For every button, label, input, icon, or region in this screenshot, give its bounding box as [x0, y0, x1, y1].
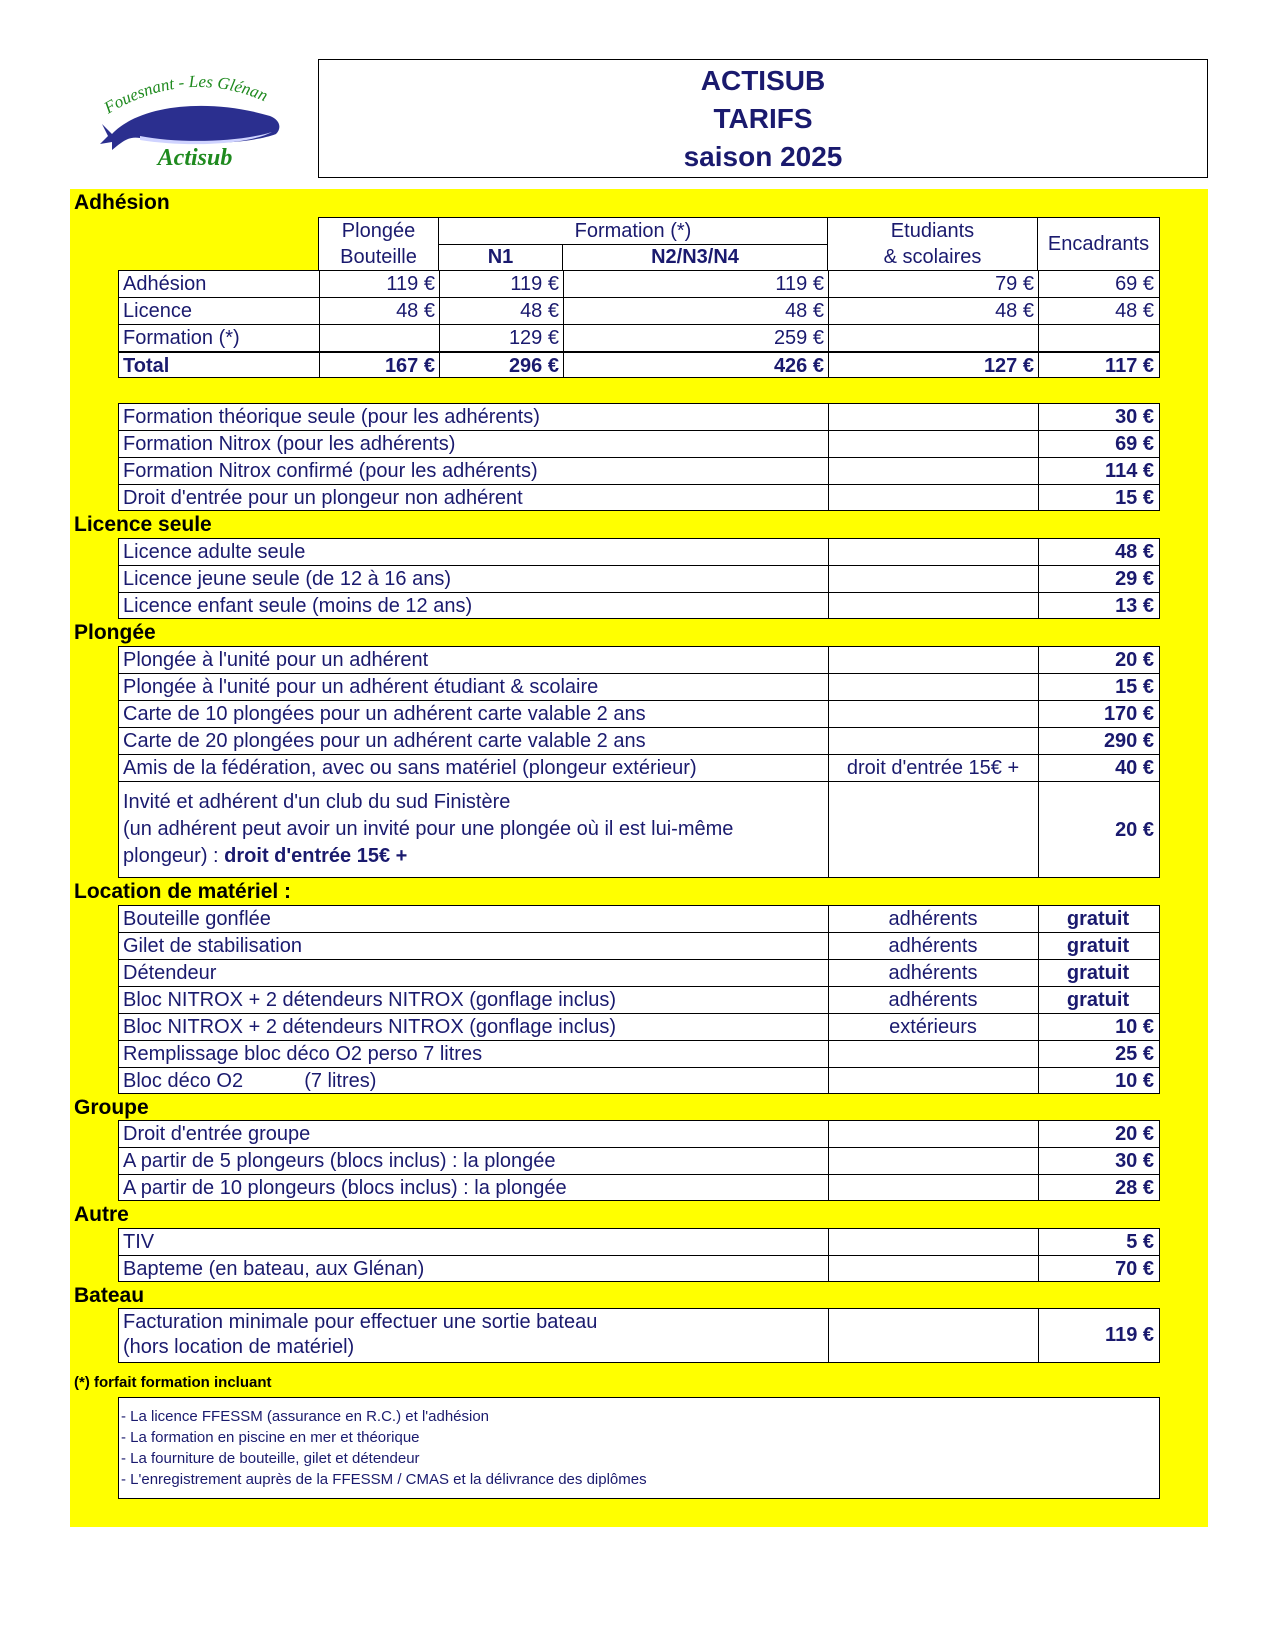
header-bouteille: Bouteille	[340, 246, 417, 268]
list-item: - La fourniture de bouteille, gilet et détendeur	[121, 1450, 420, 1467]
table-row: A partir de 10 plongeurs (blocs inclus) : la plongée 28 €	[123, 1177, 1154, 1199]
licence-table	[118, 538, 1160, 619]
list-item: - La licence FFESSM (assurance en R.C.) et l'adhésion	[121, 1408, 490, 1425]
table-row-total: Total 167 € 296 € 426 € 127 € 117 €	[119, 352, 1159, 378]
table-row: Bloc NITROX + 2 détendeurs NITROX (gonflage inclus) extérieurs 10 €	[119, 1014, 1159, 1041]
table-row: Formation Nitrox (pour les adhérents) 69 €	[119, 431, 1159, 458]
table-row: Formation théorique seule (pour les adhérents) 30 €	[119, 404, 1159, 431]
table-row: Licence jeune seule (de 12 à 16 ans) 29 €	[119, 566, 1159, 593]
table-row: Remplissage bloc déco O2 perso 7 litres 25 €	[119, 1041, 1159, 1068]
logo-text-top: Fouesnant - Les Glénan	[100, 71, 271, 118]
location-table	[118, 905, 1160, 1094]
section-plongee: Plongée	[74, 621, 156, 644]
logo-text-bottom: Actisub	[157, 145, 233, 171]
header-etudiants: Etudiants	[890, 220, 975, 242]
header-scolaires: & scolaires	[883, 246, 982, 268]
table-row: TIV 5 €	[119, 1229, 1159, 1256]
section-adhesion: Adhésion	[74, 191, 170, 214]
section-bateau: Bateau	[74, 1284, 145, 1307]
table-row: Plongée à l'unité pour un adhérent 20 €	[119, 647, 1159, 674]
title-line-3: saison 2025	[683, 141, 843, 172]
table-row: Détendeur adhérents gratuit	[119, 960, 1159, 987]
table-row: Formation (*) 129 € 259 €	[119, 325, 1159, 352]
table-row: Amis de la fédération, avec ou sans matériel (plongeur extérieur) droit d'entrée 15€ + 40 €	[119, 755, 1159, 782]
footnote: (*) forfait formation incluant	[74, 1374, 272, 1391]
table-row-invite: Invité et adhérent d'un club du sud Finistère (un adhérent peut avoir un invité pour une plongée où il est lui-même plongeur) : droit d'entrée 15€ + 20 €	[123, 791, 1154, 867]
table-row: Bapteme (en bateau, aux Glénan) 70 €	[123, 1258, 1154, 1280]
header-plongee: Plongée	[341, 220, 416, 242]
formations-table	[118, 403, 1160, 511]
table-row: Bouteille gonflée adhérents gratuit	[119, 906, 1159, 933]
table-row: Droit d'entrée groupe 20 €	[119, 1121, 1159, 1148]
table-row: Droit d'entrée pour un plongeur non adhérent 15 €	[123, 487, 1154, 509]
title-line-1: ACTISUB	[700, 65, 826, 96]
header-n2-n3-n4: N2/N3/N4	[562, 244, 828, 271]
table-row: Formation Nitrox confirmé (pour les adhérents) 114 €	[119, 458, 1159, 485]
table-row: Bloc NITROX + 2 détendeurs NITROX (gonflage inclus) adhérents gratuit	[119, 987, 1159, 1014]
table-row: Carte de 20 plongées pour un adhérent carte valable 2 ans 290 €	[119, 728, 1159, 755]
table-row: Bloc déco O2 (7 litres) 10 €	[123, 1070, 1154, 1092]
table-row: Licence adulte seule 48 €	[119, 539, 1159, 566]
table-row: Plongée à l'unité pour un adhérent étudiant & scolaire 15 €	[119, 674, 1159, 701]
header-n1: N1	[438, 244, 563, 271]
section-location: Location de matériel :	[74, 880, 292, 903]
adhesion-table	[118, 270, 1160, 378]
plongee-table	[118, 646, 1160, 878]
autre-table	[118, 1228, 1160, 1282]
header-formation: Formation (*)	[438, 217, 828, 245]
table-row: A partir de 5 plongeurs (blocs inclus) : la plongée 30 €	[119, 1148, 1159, 1175]
list-item: - L'enregistrement auprès de la FFESSM / CMAS et la délivrance des diplômes	[121, 1471, 647, 1488]
table-row: Licence 48 € 48 € 48 € 48 € 48 €	[119, 298, 1159, 325]
header-encadrants: Encadrants	[1037, 217, 1160, 271]
club-logo	[100, 64, 290, 172]
header-etudiants-scolaires	[827, 217, 1038, 271]
title-box	[318, 59, 1208, 178]
whale-icon	[100, 64, 290, 172]
title-line-2: TARIFS	[713, 103, 813, 134]
table-row: Carte de 10 plongées pour un adhérent carte valable 2 ans 170 €	[119, 701, 1159, 728]
footnote-list	[118, 1397, 1160, 1499]
section-licence: Licence seule	[74, 513, 212, 536]
header-plongee-bouteille	[318, 217, 439, 271]
table-row: Gilet de stabilisation adhérents gratuit	[119, 933, 1159, 960]
groupe-table	[118, 1120, 1160, 1201]
section-groupe: Groupe	[74, 1096, 149, 1119]
table-row: Facturation minimale pour effectuer une sortie bateau (hors location de matériel) 119 €	[123, 1311, 1154, 1358]
list-item: - La formation en piscine en mer et théorique	[121, 1429, 420, 1446]
section-autre: Autre	[74, 1203, 129, 1226]
bateau-table	[118, 1308, 1160, 1363]
table-row: Adhésion 119 € 119 € 119 € 79 € 69 €	[119, 271, 1159, 298]
table-row: Licence enfant seule (moins de 12 ans) 13 €	[123, 595, 1154, 617]
